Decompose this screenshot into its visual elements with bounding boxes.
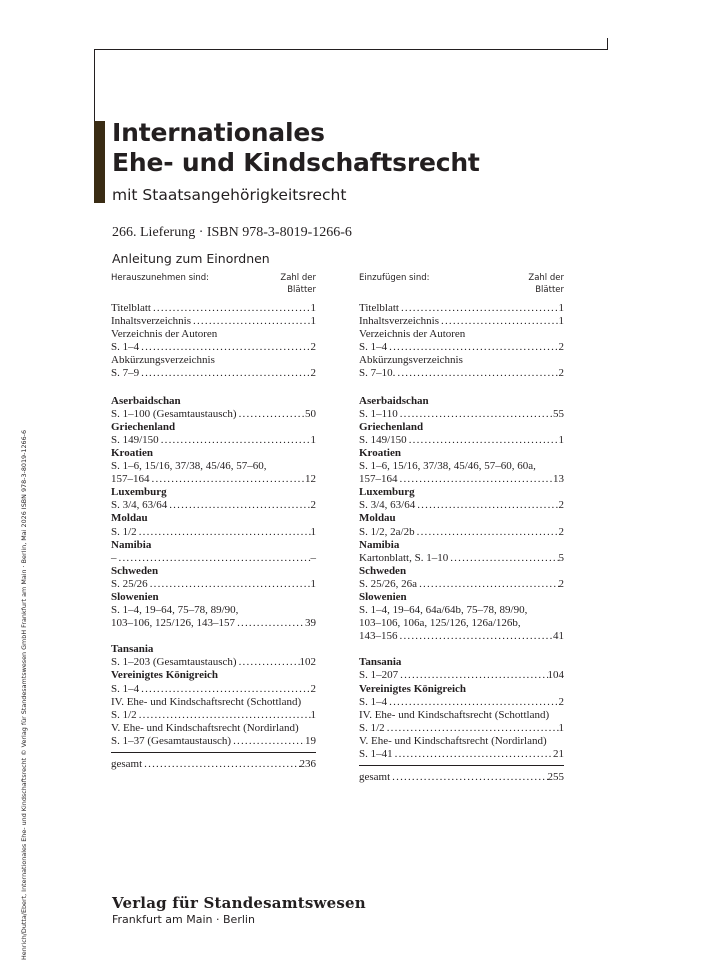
entry-text: V. Ehe- und Kindschaftsrecht (Nordirland) xyxy=(111,721,299,734)
sheet-count: 1 xyxy=(558,315,564,328)
dot-leader xyxy=(159,434,311,447)
sheet-count: 2 xyxy=(558,695,564,708)
entry-line xyxy=(359,669,564,682)
entry-label: S. 149/150 xyxy=(111,433,159,446)
entry-label: Titelblatt xyxy=(111,302,151,314)
entry-line xyxy=(111,315,316,328)
total-count: 236 xyxy=(299,758,316,770)
entry-line xyxy=(111,499,316,512)
country-group xyxy=(111,643,316,669)
entry-label: S. 1/2 xyxy=(111,525,137,538)
country-group xyxy=(359,395,564,421)
country-group xyxy=(111,565,316,591)
dot-leader xyxy=(417,578,558,591)
entry-line xyxy=(359,473,564,486)
count-header-line-1: Zahl der xyxy=(280,273,316,283)
entry-line xyxy=(111,683,316,696)
entry-line xyxy=(359,526,564,539)
sheet-count: 2 xyxy=(558,367,564,380)
dot-leader xyxy=(235,617,305,630)
country-group xyxy=(111,669,316,748)
country-name: Vereinigtes Königreich xyxy=(359,682,467,695)
entry-line xyxy=(111,709,316,722)
entry-line xyxy=(111,656,316,669)
column-header-count xyxy=(280,272,316,298)
country-group xyxy=(359,565,564,591)
remove-column xyxy=(111,272,316,771)
dot-leader xyxy=(117,552,311,565)
entry-line xyxy=(359,434,564,447)
entry-line xyxy=(111,341,316,354)
total-rule xyxy=(111,752,316,753)
entry-line xyxy=(111,552,316,565)
dot-leader xyxy=(137,526,311,539)
dot-leader xyxy=(191,315,310,328)
spine-imprint xyxy=(6,0,28,973)
entry-label: S. 7–10. xyxy=(359,367,396,380)
total-rule xyxy=(359,765,564,766)
sheet-count: 1 xyxy=(310,433,316,446)
sheet-count: 39 xyxy=(305,617,316,630)
entry-text: S. 1–6, 15/16, 37/38, 45/46, 57–60, 60a, xyxy=(359,460,536,473)
entry-text: Abkürzungsverzeichnis xyxy=(111,354,215,367)
dot-leader xyxy=(237,656,300,669)
column-header-label: Herauszunehmen sind: xyxy=(111,273,210,283)
dot-leader xyxy=(439,315,558,328)
dot-leader xyxy=(407,434,559,447)
country-name: Aserbaidschan xyxy=(359,394,429,407)
column-header xyxy=(359,272,564,298)
sheet-count: 1 xyxy=(310,315,316,328)
sheet-count: 1 xyxy=(310,302,316,314)
section-gap xyxy=(111,381,316,395)
country-group xyxy=(111,512,316,538)
entry-text: S. 1–6, 15/16, 37/38, 45/46, 57–60, xyxy=(111,460,267,473)
sheet-count: 2 xyxy=(310,682,316,695)
frame-corner-tick xyxy=(607,38,608,50)
entry-label: S. 25/26 xyxy=(111,577,148,590)
dot-leader xyxy=(387,696,558,709)
country-group xyxy=(111,421,316,447)
sheet-count: 1 xyxy=(310,577,316,590)
dot-leader xyxy=(237,408,305,421)
country-name: Luxemburg xyxy=(111,486,167,499)
country-name: Tansania xyxy=(111,643,154,656)
country-name: Griechenland xyxy=(359,420,424,433)
sheet-count: 2 xyxy=(558,525,564,538)
dot-leader xyxy=(148,578,311,591)
country-group xyxy=(359,591,564,643)
country-name: Slowenien xyxy=(111,590,159,603)
publisher-name: Verlag für Standesamtswesen xyxy=(112,894,366,912)
entry-label: Inhaltsverzeichnis xyxy=(359,315,440,328)
title-accent-bar xyxy=(94,121,105,203)
country-name: Namibia xyxy=(359,538,400,551)
sheet-count: 50 xyxy=(305,407,316,420)
entry-label: S. 1–41 xyxy=(359,748,393,760)
country-name: Slowenien xyxy=(359,590,407,603)
entry-line xyxy=(359,748,564,761)
dot-leader xyxy=(398,473,554,486)
column-header-count xyxy=(528,272,564,298)
frame-top-rule xyxy=(95,49,608,50)
dot-leader xyxy=(387,341,558,354)
title-line-1: Internationales xyxy=(112,118,325,147)
page-subtitle: mit Staatsangehörigkeitsrecht xyxy=(112,186,347,204)
entry-label: 143–156 xyxy=(359,630,398,643)
sheet-count: 19 xyxy=(305,734,316,747)
entry-label: 157–164 xyxy=(111,473,150,486)
sheet-count: 1 xyxy=(310,525,316,538)
entry-text: 103–106, 106a, 125/126, 126a/126b, xyxy=(359,617,521,630)
insert-column xyxy=(359,272,564,784)
entry-line xyxy=(111,473,316,486)
entry-label: S. 149/150 xyxy=(359,433,407,446)
entry-text: Verzeichnis der Autoren xyxy=(111,328,218,341)
entry-line xyxy=(111,578,316,591)
country-group xyxy=(359,486,564,512)
entry-label: S. 1–4 xyxy=(111,341,140,354)
entry-label: S. 1–37 (Gesamtaustausch) xyxy=(111,734,232,747)
dot-leader xyxy=(398,669,547,682)
dot-leader xyxy=(390,771,547,784)
country-name: Kroatien xyxy=(359,446,401,459)
entry-text: Abkürzungsverzeichnis xyxy=(359,354,463,367)
entry-label: S. 1–203 (Gesamtaustausch) xyxy=(111,656,237,669)
dot-leader xyxy=(385,722,559,735)
country-name: Griechenland xyxy=(111,420,176,433)
entry-label: S. 1–207 xyxy=(359,669,399,682)
sheet-count: 1 xyxy=(558,721,564,734)
dot-leader xyxy=(137,709,311,722)
entry-line xyxy=(111,367,316,380)
dot-leader xyxy=(139,341,310,354)
column-header-label: Einzufügen sind: xyxy=(359,273,430,283)
sheet-count: 2 xyxy=(558,341,564,354)
count-header-line-2: Blätter xyxy=(287,285,316,295)
publisher-place: Frankfurt am Main · Berlin xyxy=(112,913,255,926)
country-name: Tansania xyxy=(359,656,402,669)
entry-line xyxy=(359,315,564,328)
total-line xyxy=(359,771,564,784)
country-group xyxy=(111,539,316,565)
country-group xyxy=(359,421,564,447)
entry-label: S. 1–4 xyxy=(359,341,388,354)
total-label: gesamt xyxy=(359,771,391,784)
entry-line xyxy=(359,630,564,643)
country-group xyxy=(359,539,564,565)
entry-line xyxy=(111,735,316,748)
entry-label: 103–106, 125/126, 143–157 xyxy=(111,617,236,630)
count-header-line-1: Zahl der xyxy=(528,273,564,283)
sheet-count: 2 xyxy=(310,341,316,354)
entry-line xyxy=(359,408,564,421)
country-name: Moldau xyxy=(359,512,396,525)
country-group xyxy=(111,591,316,630)
entry-line xyxy=(359,552,564,565)
count-header-line-2: Blätter xyxy=(535,285,564,295)
country-group xyxy=(111,486,316,512)
entry-label: S. 3/4, 63/64 xyxy=(359,499,416,512)
dot-leader xyxy=(151,302,311,315)
sheet-count: 102 xyxy=(299,656,316,669)
entry-text: S. 1–4, 19–64, 75–78, 89/90, xyxy=(111,604,239,617)
country-name: Schweden xyxy=(111,564,159,577)
entry-line xyxy=(359,722,564,735)
country-name: Kroatien xyxy=(111,446,153,459)
entry-label: – xyxy=(111,551,117,564)
country-name: Vereinigtes Königreich xyxy=(111,669,219,682)
front-matter xyxy=(111,302,316,381)
dot-leader xyxy=(398,630,554,643)
column-header xyxy=(111,272,316,298)
dot-leader xyxy=(167,499,310,512)
country-group xyxy=(359,683,564,762)
entry-line xyxy=(359,499,564,512)
dot-leader xyxy=(231,735,305,748)
dot-leader xyxy=(393,748,553,761)
dot-leader xyxy=(399,302,559,315)
entry-label: S. 1/2, 2a/2b xyxy=(359,525,415,538)
entry-label: Kartonblatt, S. 1–10 xyxy=(359,551,449,564)
front-matter xyxy=(359,302,564,381)
title-line-2: Ehe- und Kindschaftsrecht xyxy=(112,148,480,177)
sheet-count: 41 xyxy=(553,630,564,643)
sheet-count: 2 xyxy=(558,577,564,590)
dot-leader xyxy=(150,473,306,486)
sheet-count: 1 xyxy=(558,433,564,446)
dot-leader xyxy=(415,526,559,539)
sheet-count: 2 xyxy=(310,499,316,512)
entry-label: S. 1–4 xyxy=(359,695,388,708)
page-title xyxy=(112,118,480,178)
dot-leader xyxy=(395,367,558,380)
entry-label: S. 1–4 xyxy=(111,682,140,695)
total-label: gesamt xyxy=(111,758,143,770)
country-group xyxy=(111,447,316,486)
dot-leader xyxy=(448,552,558,565)
dot-leader xyxy=(139,683,310,696)
entry-text: IV. Ehe- und Kindschaftsrecht (Schottland) xyxy=(359,708,550,721)
dot-leader xyxy=(139,367,310,380)
entry-text: V. Ehe- und Kindschaftsrecht (Nordirland) xyxy=(359,734,547,747)
sheet-count: – xyxy=(310,551,316,564)
sheet-count: 2 xyxy=(310,367,316,380)
entry-line xyxy=(359,578,564,591)
entry-line xyxy=(111,408,316,421)
entry-line xyxy=(359,341,564,354)
sheet-count: 1 xyxy=(558,302,564,314)
country-group xyxy=(359,656,564,682)
sheet-count: 5 xyxy=(558,551,564,564)
country-name: Namibia xyxy=(111,538,152,551)
entry-text: IV. Ehe- und Kindschaftsrecht (Schottland) xyxy=(111,695,302,708)
country-group xyxy=(359,447,564,486)
entry-line xyxy=(359,696,564,709)
dot-leader xyxy=(398,408,553,421)
sheet-count: 104 xyxy=(547,669,564,682)
country-group xyxy=(111,395,316,421)
delivery-isbn: 266. Lieferung · ISBN 978-3-8019-1266-6 xyxy=(112,225,352,240)
entry-line xyxy=(111,434,316,447)
entry-label: S. 1–110 xyxy=(359,407,398,420)
entry-text: Verzeichnis der Autoren xyxy=(359,328,466,341)
entry-line xyxy=(111,617,316,630)
sheet-count: 55 xyxy=(553,407,564,420)
sheet-count: 12 xyxy=(305,473,316,486)
country-name: Luxemburg xyxy=(359,486,415,499)
entry-line xyxy=(359,367,564,380)
spine-text: Henrich/Dutta/Ebert, Internationales Ehe- und Kindschaftsrecht © Verlag für Standesamtswesen GmbH Frankfurt am Main · Berlin, Mai 2026 ISBN 978-3-8019-1266-6 xyxy=(20,429,28,960)
section-gap xyxy=(359,381,564,395)
instruction-heading: Anleitung zum Einordnen xyxy=(112,251,270,266)
country-group xyxy=(359,512,564,538)
sheet-count: 13 xyxy=(553,473,564,486)
dot-leader xyxy=(142,758,299,771)
country-name: Schweden xyxy=(359,564,407,577)
sheet-count: 1 xyxy=(310,708,316,721)
section-gap xyxy=(359,643,564,656)
entry-label: S. 1/2 xyxy=(111,708,137,721)
entry-label: S. 3/4, 63/64 xyxy=(111,499,168,512)
entry-label: 157–164 xyxy=(359,473,398,486)
sheet-count: 21 xyxy=(553,748,564,760)
total-count: 255 xyxy=(547,771,564,784)
entry-label: S. 7–9 xyxy=(111,367,140,380)
total-line xyxy=(111,758,316,771)
entry-line xyxy=(111,526,316,539)
entry-text: S. 1–4, 19–64, 64a/64b, 75–78, 89/90, xyxy=(359,604,528,617)
entry-label: S. 25/26, 26a xyxy=(359,577,418,590)
entry-line xyxy=(359,302,564,315)
entry-label: S. 1–100 (Gesamtaustausch) xyxy=(111,407,237,420)
entry-label: Titelblatt xyxy=(359,302,399,314)
section-gap xyxy=(111,630,316,643)
entry-label: Inhaltsverzeichnis xyxy=(111,315,192,328)
sheet-count: 2 xyxy=(558,499,564,512)
dot-leader xyxy=(415,499,558,512)
entry-line xyxy=(111,302,316,315)
entry-label: S. 1/2 xyxy=(359,721,385,734)
country-name: Aserbaidschan xyxy=(111,394,181,407)
country-name: Moldau xyxy=(111,512,148,525)
